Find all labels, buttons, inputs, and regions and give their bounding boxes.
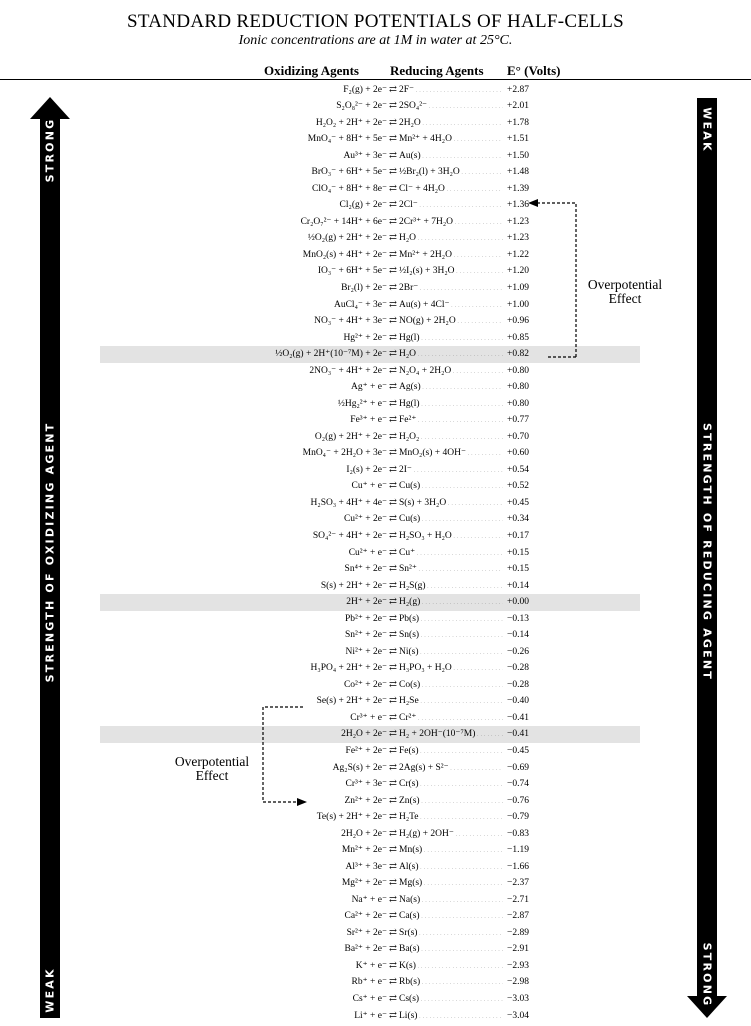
oxidizing-agent-cell: Cl₂(g) + 2e⁻ bbox=[339, 200, 387, 211]
equilibrium-arrow-icon: ⇄ bbox=[389, 762, 397, 773]
oxidizing-agent-cell: Rb⁺ + e⁻ bbox=[351, 977, 387, 988]
table-row bbox=[0, 776, 751, 793]
reducing-agent-cell: 2Ag(s) + S²⁻ . . . bbox=[399, 760, 503, 778]
reducing-agent-cell: Hg(l) . . . bbox=[399, 396, 503, 414]
reducing-agent-cell: 2Br⁻ . . . bbox=[399, 280, 503, 298]
table-row bbox=[0, 760, 751, 777]
reducing-agent-cell: 2H₂O . . . bbox=[399, 115, 503, 133]
oxidizing-agent-cell: Fe²⁺ + 2e⁻ bbox=[345, 745, 387, 756]
reducing-agent-cell: MnO₂(s) + 4OH⁻ . . . bbox=[399, 445, 503, 463]
equilibrium-arrow-icon: ⇄ bbox=[389, 266, 397, 277]
potential-value-cell: −0.40 bbox=[507, 696, 529, 707]
table-row bbox=[0, 313, 751, 330]
potential-value-cell: +0.77 bbox=[507, 415, 529, 426]
potential-value-cell: +1.51 bbox=[507, 134, 529, 145]
reducing-agent-cell: Cs(s) . . . bbox=[399, 991, 503, 1009]
column-header-reducing: Reducing Agents bbox=[390, 63, 484, 78]
equilibrium-arrow-icon: ⇄ bbox=[389, 332, 397, 343]
reducing-agent-cell: 2Cl⁻ . . . bbox=[399, 197, 503, 215]
oxidizing-agent-cell: Cr₂O₇²⁻ + 14H⁺ + 6e⁻ bbox=[300, 216, 387, 227]
table-row bbox=[0, 115, 751, 132]
reducing-agent-cell: Na(s) . . . bbox=[399, 892, 503, 910]
table-row bbox=[0, 941, 751, 958]
reducing-agent-cell: H₃PO₃ + H₂O . . . bbox=[399, 660, 503, 678]
oxidizing-agent-cell: NO₃⁻ + 4H⁺ + 3e⁻ bbox=[314, 316, 387, 326]
equilibrium-arrow-icon: ⇄ bbox=[389, 531, 397, 541]
reducing-agent-cell: Cu(s) . . . bbox=[399, 511, 503, 529]
table-row bbox=[0, 528, 751, 545]
reducing-agent-cell: 2SO₄²⁻ . . . bbox=[399, 98, 503, 116]
reducing-agent-cell: Mn²⁺ + 2H₂O . . . bbox=[399, 247, 503, 265]
equilibrium-arrow-icon: ⇄ bbox=[389, 299, 397, 310]
equilibrium-arrow-icon: ⇄ bbox=[389, 382, 397, 393]
equilibrium-arrow-icon: ⇄ bbox=[389, 894, 397, 905]
reducing-agent-cell: Cu⁺ . . . bbox=[399, 545, 503, 563]
table-row bbox=[0, 445, 751, 462]
potential-value-cell: −2.89 bbox=[507, 927, 529, 938]
equilibrium-arrow-icon: ⇄ bbox=[389, 514, 397, 525]
potential-value-cell: +1.23 bbox=[507, 233, 529, 244]
column-header-oxidizing: Oxidizing Agents bbox=[264, 63, 359, 78]
reducing-agent-cell: 2I⁻ . . . bbox=[399, 462, 503, 480]
oxidizing-agent-cell: MnO₄⁻ + 8H⁺ + 5e⁻ bbox=[307, 134, 387, 145]
reducing-agent-cell: H₂O . . . bbox=[399, 346, 503, 364]
reducing-agent-cell: Cr(s) . . . bbox=[399, 776, 503, 794]
table-row bbox=[0, 131, 751, 148]
table-row-highlighted bbox=[100, 726, 640, 743]
reducing-agent-cell: 2Cr³⁺ + 7H₂O . . . bbox=[399, 214, 503, 232]
oxidizing-agent-cell: Na⁺ + e⁻ bbox=[351, 894, 387, 905]
equilibrium-arrow-icon: ⇄ bbox=[389, 712, 397, 723]
table-row bbox=[0, 230, 751, 247]
oxidizing-agent-cell: Co²⁺ + 2e⁻ bbox=[343, 679, 387, 690]
table-row bbox=[0, 875, 751, 892]
potential-value-cell: −0.83 bbox=[507, 828, 529, 839]
equilibrium-arrow-icon: ⇄ bbox=[389, 349, 397, 360]
potential-value-cell: +0.60 bbox=[507, 448, 529, 459]
equilibrium-arrow-icon: ⇄ bbox=[389, 646, 397, 657]
equilibrium-arrow-icon: ⇄ bbox=[389, 729, 397, 740]
equilibrium-arrow-icon: ⇄ bbox=[389, 944, 397, 955]
left-label-strong: STRONG bbox=[43, 117, 57, 183]
reducing-agent-cell: Fe²⁺ . . . bbox=[399, 412, 503, 430]
equilibrium-arrow-icon: ⇄ bbox=[389, 316, 397, 326]
reducing-agent-cell: N₂O₄ + 2H₂O . . . bbox=[399, 363, 503, 381]
reducing-agent-cell: Cl⁻ + 4H₂O . . . bbox=[399, 181, 503, 199]
table-row bbox=[0, 793, 751, 810]
oxidizing-agent-cell: O₂(g) + 2H⁺ + 2e⁻ bbox=[314, 431, 387, 442]
equilibrium-arrow-icon: ⇄ bbox=[389, 134, 397, 145]
equilibrium-arrow-icon: ⇄ bbox=[389, 845, 397, 856]
equilibrium-arrow-icon: ⇄ bbox=[389, 597, 397, 608]
potential-value-cell: +2.87 bbox=[507, 84, 529, 95]
reducing-agent-cell: Mn²⁺ + 4H₂O . . . bbox=[399, 131, 503, 149]
reducing-agent-cell: ½Br₂(l) + 3H₂O . . . bbox=[399, 164, 503, 182]
table-row bbox=[0, 644, 751, 661]
oxidizing-agent-cell: Hg²⁺ + 2e⁻ bbox=[343, 332, 387, 343]
equilibrium-arrow-icon: ⇄ bbox=[389, 167, 397, 178]
table-row bbox=[0, 743, 751, 760]
potential-value-cell: +1.39 bbox=[507, 183, 529, 194]
equilibrium-arrow-icon: ⇄ bbox=[389, 117, 397, 128]
reducing-agent-cell: Ba(s) . . . bbox=[399, 941, 503, 959]
potential-value-cell: +0.34 bbox=[507, 514, 529, 525]
table-row bbox=[0, 974, 751, 991]
equilibrium-arrow-icon: ⇄ bbox=[389, 779, 397, 789]
table-row bbox=[0, 578, 751, 595]
reducing-agent-cell: Al(s) . . . bbox=[399, 859, 503, 877]
table-row bbox=[0, 925, 751, 942]
reducing-agent-cell: Rb(s) . . . bbox=[399, 974, 503, 992]
table-row bbox=[0, 693, 751, 710]
equilibrium-arrow-icon: ⇄ bbox=[389, 101, 397, 111]
table-row bbox=[0, 677, 751, 694]
potential-value-cell: +1.09 bbox=[507, 282, 529, 293]
oxidizing-agent-cell: K⁺ + e⁻ bbox=[355, 960, 387, 971]
oxidizing-agent-cell: Fe³⁺ + e⁻ bbox=[350, 415, 387, 426]
oxidizing-agent-cell: 2H₂O + 2e⁻ bbox=[341, 729, 387, 740]
overpotential-upper-arrow-icon bbox=[520, 195, 580, 365]
table-row bbox=[0, 82, 751, 99]
potential-value-cell: −3.04 bbox=[507, 1010, 529, 1021]
equilibrium-arrow-icon: ⇄ bbox=[389, 216, 397, 227]
oxidizing-agent-cell: Cs⁺ + e⁻ bbox=[352, 994, 387, 1004]
equilibrium-arrow-icon: ⇄ bbox=[389, 200, 397, 211]
reducing-agent-cell: H₂Te . . . bbox=[399, 809, 503, 827]
equilibrium-arrow-icon: ⇄ bbox=[389, 994, 397, 1004]
oxidizing-agent-cell: Sn²⁺ + 2e⁻ bbox=[345, 630, 387, 641]
left-label-strength: STRENGTH OF OXIDIZING AGENT bbox=[43, 421, 57, 683]
equilibrium-arrow-icon: ⇄ bbox=[389, 431, 397, 442]
potential-value-cell: −0.76 bbox=[507, 795, 529, 806]
potential-value-cell: −2.98 bbox=[507, 977, 529, 988]
table-row bbox=[0, 611, 751, 628]
oxidizing-agent-cell: Ag⁺ + e⁻ bbox=[351, 382, 387, 393]
oxidizing-agent-cell: F₂(g) + 2e⁻ bbox=[343, 84, 387, 95]
oxidizing-agent-cell: Cu²⁺ + e⁻ bbox=[348, 547, 387, 558]
equilibrium-arrow-icon: ⇄ bbox=[389, 282, 397, 293]
table-row bbox=[0, 164, 751, 181]
reducing-agent-cell: Sn²⁺ . . . bbox=[399, 561, 503, 579]
reducing-agent-cell: Mg(s) . . . bbox=[399, 875, 503, 893]
potential-value-cell: +0.54 bbox=[507, 464, 529, 475]
reducing-agent-cell: H₂(g) + 2OH⁻ . . . bbox=[399, 826, 503, 844]
equilibrium-arrow-icon: ⇄ bbox=[389, 448, 397, 459]
potential-value-cell: −0.14 bbox=[507, 630, 529, 641]
oxidizing-agent-cell: ½Hg₂²⁺ + e⁻ bbox=[337, 398, 387, 409]
potential-value-cell: −0.69 bbox=[507, 762, 529, 773]
potential-value-cell: −1.19 bbox=[507, 845, 529, 856]
reducing-agent-cell: Mn(s) . . . bbox=[399, 842, 503, 860]
potential-value-cell: −1.66 bbox=[507, 861, 529, 872]
oxidizing-agent-cell: 2H⁺ + 2e⁻ bbox=[346, 597, 387, 608]
equilibrium-arrow-icon: ⇄ bbox=[389, 745, 397, 756]
equilibrium-arrow-icon: ⇄ bbox=[389, 1010, 397, 1021]
table-row bbox=[0, 561, 751, 578]
potential-value-cell: +0.80 bbox=[507, 382, 529, 393]
oxidizing-agent-cell: Ag₂S(s) + 2e⁻ bbox=[332, 762, 387, 773]
potential-value-cell: +0.96 bbox=[507, 316, 529, 326]
equilibrium-arrow-icon: ⇄ bbox=[389, 911, 397, 922]
potential-value-cell: −2.91 bbox=[507, 944, 529, 955]
potential-value-cell: −2.93 bbox=[507, 960, 529, 971]
oxidizing-agent-cell: AuCl₄⁻ + 3e⁻ bbox=[333, 299, 387, 310]
reducing-agent-cell: Sr(s) . . . bbox=[399, 925, 503, 943]
equilibrium-arrow-icon: ⇄ bbox=[389, 613, 397, 624]
oxidizing-agent-cell: IO₃⁻ + 6H⁺ + 5e⁻ bbox=[317, 266, 387, 277]
table-row bbox=[0, 958, 751, 975]
oxidizing-agent-cell: Te(s) + 2H⁺ + 2e⁻ bbox=[316, 812, 387, 823]
oxidizing-agent-cell: Pb²⁺ + 2e⁻ bbox=[345, 613, 387, 624]
oxidizing-agent-cell: BrO₃⁻ + 6H⁺ + 5e⁻ bbox=[311, 167, 387, 178]
equilibrium-arrow-icon: ⇄ bbox=[389, 464, 397, 475]
equilibrium-arrow-icon: ⇄ bbox=[389, 878, 397, 889]
oxidizing-agent-cell: ClO₄⁻ + 8H⁺ + 8e⁻ bbox=[312, 183, 387, 194]
reducing-agent-cell: Sn(s) . . . bbox=[399, 627, 503, 645]
oxidizing-agent-cell: S₂O₈²⁻ + 2e⁻ bbox=[336, 101, 387, 111]
oxidizing-agent-cell: ½O₂(g) + 2H⁺ + 2e⁻ bbox=[307, 233, 387, 244]
potential-value-cell: +0.15 bbox=[507, 564, 529, 574]
equilibrium-arrow-icon: ⇄ bbox=[389, 977, 397, 988]
potential-value-cell: +0.85 bbox=[507, 332, 529, 343]
table-row bbox=[0, 511, 751, 528]
oxidizing-agent-cell: Sr²⁺ + 2e⁻ bbox=[346, 927, 387, 938]
equilibrium-arrow-icon: ⇄ bbox=[389, 150, 397, 161]
oxidizing-agent-cell: Au³⁺ + 3e⁻ bbox=[343, 150, 387, 161]
potential-value-cell: −0.41 bbox=[507, 712, 529, 723]
reducing-agent-cell: Hg(l) . . . bbox=[399, 330, 503, 348]
reducing-agent-cell: Ni(s) . . . bbox=[399, 644, 503, 662]
table-row bbox=[0, 809, 751, 826]
table-row bbox=[0, 98, 751, 115]
table-row bbox=[0, 495, 751, 512]
oxidizing-agent-cell: Al³⁺ + 3e⁻ bbox=[345, 861, 387, 872]
reducing-agent-cell: Fe(s) . . . bbox=[399, 743, 503, 761]
potential-value-cell: +1.00 bbox=[507, 299, 529, 310]
oxidizing-agent-cell: Cr³⁺ + 3e⁻ bbox=[345, 779, 387, 789]
potential-value-cell: +1.22 bbox=[507, 249, 529, 260]
oxidizing-agent-cell: MnO₂(s) + 4H⁺ + 2e⁻ bbox=[302, 249, 387, 260]
reducing-agent-cell: Li(s) . . . bbox=[399, 1008, 503, 1026]
potential-value-cell: +2.01 bbox=[507, 101, 529, 111]
reducing-agent-cell: H₂O₂ . . . bbox=[399, 429, 503, 447]
equilibrium-arrow-icon: ⇄ bbox=[389, 679, 397, 690]
oxidizing-agent-cell: Li⁺ + e⁻ bbox=[354, 1010, 387, 1021]
equilibrium-arrow-icon: ⇄ bbox=[389, 960, 397, 971]
potential-value-cell: +0.80 bbox=[507, 398, 529, 409]
equilibrium-arrow-icon: ⇄ bbox=[389, 481, 397, 492]
potential-value-cell: −0.41 bbox=[507, 729, 529, 740]
reducing-agent-cell: 2F⁻ . . . bbox=[399, 82, 503, 100]
overpotential-upper-label: Overpotential Effect bbox=[587, 277, 663, 306]
potential-value-cell: +0.82 bbox=[507, 349, 529, 360]
table-row bbox=[0, 462, 751, 479]
reducing-agent-cell: H₂SO₃ + H₂O . . . bbox=[399, 528, 503, 546]
table-row bbox=[0, 214, 751, 231]
oxidizing-agent-cell: S(s) + 2H⁺ + 2e⁻ bbox=[320, 580, 387, 591]
equilibrium-arrow-icon: ⇄ bbox=[389, 861, 397, 872]
potential-value-cell: +1.36 bbox=[507, 200, 529, 211]
reducing-agent-cell: Co(s) . . . bbox=[399, 677, 503, 695]
reducing-agent-cell: ½I₂(s) + 3H₂O . . . bbox=[399, 263, 503, 281]
oxidizing-agent-cell: Sn⁴⁺ + 2e⁻ bbox=[344, 564, 387, 574]
potential-value-cell: +1.50 bbox=[507, 150, 529, 161]
potential-value-cell: −0.74 bbox=[507, 779, 529, 789]
equilibrium-arrow-icon: ⇄ bbox=[389, 580, 397, 591]
table-row bbox=[0, 330, 751, 347]
table-row bbox=[0, 859, 751, 876]
table-row bbox=[0, 429, 751, 446]
equilibrium-arrow-icon: ⇄ bbox=[389, 233, 397, 244]
table-row bbox=[0, 148, 751, 165]
oxidizing-agent-cell: Cu²⁺ + 2e⁻ bbox=[343, 514, 387, 525]
potential-value-cell: +1.48 bbox=[507, 167, 529, 178]
oxidizing-agent-cell: Br₂(l) + 2e⁻ bbox=[341, 282, 387, 293]
oxidizing-agent-cell: Mn²⁺ + 2e⁻ bbox=[341, 845, 387, 856]
page-subtitle: Ionic concentrations are at 1M in water at 25°C. bbox=[238, 33, 513, 48]
reducing-agent-cell: S(s) + 3H₂O . . . bbox=[399, 495, 503, 513]
reducing-agent-cell: NO(g) + 2H₂O . . . bbox=[399, 313, 503, 331]
table-row bbox=[0, 197, 751, 214]
equilibrium-arrow-icon: ⇄ bbox=[389, 630, 397, 641]
oxidizing-agent-cell: Cu⁺ + e⁻ bbox=[351, 481, 387, 492]
equilibrium-arrow-icon: ⇄ bbox=[389, 564, 397, 574]
oxidizing-agent-cell: H₃PO₄ + 2H⁺ + 2e⁻ bbox=[310, 663, 387, 674]
reducing-agent-cell: H₂O . . . bbox=[399, 230, 503, 248]
potential-value-cell: −3.03 bbox=[507, 994, 529, 1004]
oxidizing-agent-cell: 2NO₃⁻ + 4H⁺ + 2e⁻ bbox=[309, 365, 387, 376]
equilibrium-arrow-icon: ⇄ bbox=[389, 927, 397, 938]
equilibrium-arrow-icon: ⇄ bbox=[389, 398, 397, 409]
table-row bbox=[0, 1008, 751, 1025]
reducing-agent-cell: Pb(s) . . . bbox=[399, 611, 503, 629]
potential-value-cell: +0.52 bbox=[507, 481, 529, 492]
potential-value-cell: −0.13 bbox=[507, 613, 529, 624]
table-row bbox=[0, 908, 751, 925]
overpotential-lower-arrow-icon bbox=[255, 700, 315, 810]
right-label-weak: WEAK bbox=[700, 107, 714, 153]
reducing-agent-cell: Au(s) . . . bbox=[399, 148, 503, 166]
reducing-agent-cell: Au(s) + 4Cl⁻ . . . bbox=[399, 297, 503, 315]
page-title: STANDARD REDUCTION POTENTIALS OF HALF-CELLS bbox=[127, 11, 624, 32]
potential-value-cell: −0.28 bbox=[507, 663, 529, 674]
equilibrium-arrow-icon: ⇄ bbox=[389, 828, 397, 839]
table-row-highlighted bbox=[100, 594, 640, 611]
equilibrium-arrow-icon: ⇄ bbox=[389, 547, 397, 558]
table-row bbox=[0, 660, 751, 677]
potential-value-cell: +0.45 bbox=[507, 497, 529, 508]
table-row bbox=[0, 247, 751, 264]
potential-value-cell: −2.71 bbox=[507, 894, 529, 905]
oxidizing-agent-cell: SO₄²⁻ + 4H⁺ + 2e⁻ bbox=[312, 531, 387, 541]
table-row bbox=[0, 892, 751, 909]
table-row bbox=[0, 412, 751, 429]
oxidizing-agent-cell: 2H₂O + 2e⁻ bbox=[341, 828, 387, 839]
oxidizing-agent-cell: Cr³⁺ + e⁻ bbox=[350, 712, 387, 723]
table-row bbox=[0, 545, 751, 562]
potential-value-cell: +1.20 bbox=[507, 266, 529, 277]
oxidizing-agent-cell: Ni²⁺ + 2e⁻ bbox=[345, 646, 387, 657]
potential-value-cell: +0.00 bbox=[507, 597, 529, 608]
oxidizing-agent-cell: Se(s) + 2H⁺ + 2e⁻ bbox=[316, 696, 387, 707]
potential-value-cell: +1.78 bbox=[507, 117, 529, 128]
potential-value-cell: +0.80 bbox=[507, 365, 529, 376]
equilibrium-arrow-icon: ⇄ bbox=[389, 795, 397, 806]
oxidizing-agent-cell: MnO₄⁻ + 2H₂O + 3e⁻ bbox=[302, 448, 387, 459]
table-row bbox=[0, 396, 751, 413]
reducing-agent-cell: H₂S(g) . . . bbox=[399, 578, 503, 596]
potential-value-cell: −0.26 bbox=[507, 646, 529, 657]
reducing-agent-cell: K(s) . . . bbox=[399, 958, 503, 976]
oxidizing-agent-cell: I₂(s) + 2e⁻ bbox=[346, 464, 387, 475]
table-row bbox=[0, 826, 751, 843]
oxidizing-agent-cell: Ba²⁺ + 2e⁻ bbox=[344, 944, 387, 955]
table-row bbox=[0, 379, 751, 396]
overpotential-lower-label: Overpotential Effect bbox=[174, 754, 250, 783]
right-label-strength: STRENGTH OF REDUCING AGENT bbox=[700, 423, 714, 681]
equilibrium-arrow-icon: ⇄ bbox=[389, 249, 397, 260]
oxidizing-agent-cell: H₂O₂ + 2H⁺ + 2e⁻ bbox=[315, 117, 387, 128]
potential-value-cell: +0.70 bbox=[507, 431, 529, 442]
equilibrium-arrow-icon: ⇄ bbox=[389, 497, 397, 508]
table-row bbox=[0, 363, 751, 380]
potential-value-cell: +1.23 bbox=[507, 216, 529, 227]
table-row bbox=[0, 991, 751, 1008]
oxidizing-agent-cell: ½O₂(g) + 2H⁺(10⁻⁷M) + 2e⁻ bbox=[275, 349, 387, 360]
reducing-agent-cell: Cr²⁺ . . . bbox=[399, 710, 503, 728]
potential-value-cell: +0.15 bbox=[507, 547, 529, 558]
table-row bbox=[0, 627, 751, 644]
potential-value-cell: −0.79 bbox=[507, 812, 529, 823]
reducing-agent-cell: Cu(s) . . . bbox=[399, 478, 503, 496]
potential-value-cell: −0.45 bbox=[507, 745, 529, 756]
table-row bbox=[0, 181, 751, 198]
reducing-agent-cell: Ag(s) . . . bbox=[399, 379, 503, 397]
column-header-potential: E° (Volts) bbox=[507, 63, 561, 78]
right-label-strong: STRONG bbox=[700, 942, 714, 1008]
table-row bbox=[0, 842, 751, 859]
oxidizing-agent-cell: Zn²⁺ + 2e⁻ bbox=[344, 795, 387, 806]
potential-value-cell: −2.37 bbox=[507, 878, 529, 889]
equilibrium-arrow-icon: ⇄ bbox=[389, 183, 397, 194]
table-row bbox=[0, 478, 751, 495]
potential-value-cell: +0.17 bbox=[507, 531, 529, 541]
equilibrium-arrow-icon: ⇄ bbox=[389, 84, 397, 95]
reducing-agent-cell: H₂Se . . . bbox=[399, 693, 503, 711]
left-label-weak: WEAK bbox=[43, 967, 57, 1013]
potential-value-cell: −0.28 bbox=[507, 679, 529, 690]
oxidizing-agent-cell: H₂SO₃ + 4H⁺ + 4e⁻ bbox=[310, 497, 387, 508]
equilibrium-arrow-icon: ⇄ bbox=[389, 415, 397, 426]
reducing-agent-cell: Zn(s) . . . bbox=[399, 793, 503, 811]
oxidizing-agent-cell: Ca²⁺ + 2e⁻ bbox=[344, 911, 387, 922]
equilibrium-arrow-icon: ⇄ bbox=[389, 365, 397, 376]
reducing-agent-cell: H₂(g) . . . bbox=[399, 594, 503, 612]
equilibrium-arrow-icon: ⇄ bbox=[389, 663, 397, 674]
table-row bbox=[0, 710, 751, 727]
equilibrium-arrow-icon: ⇄ bbox=[389, 696, 397, 707]
reducing-agent-cell: H₂ + 2OH⁻(10⁻⁷M) . . . bbox=[399, 726, 503, 744]
potential-value-cell: −2.87 bbox=[507, 911, 529, 922]
equilibrium-arrow-icon: ⇄ bbox=[389, 812, 397, 823]
oxidizing-agent-cell: Mg²⁺ + 2e⁻ bbox=[341, 878, 387, 889]
potential-value-cell: +0.14 bbox=[507, 580, 529, 591]
reducing-agent-cell: Ca(s) . . . bbox=[399, 908, 503, 926]
